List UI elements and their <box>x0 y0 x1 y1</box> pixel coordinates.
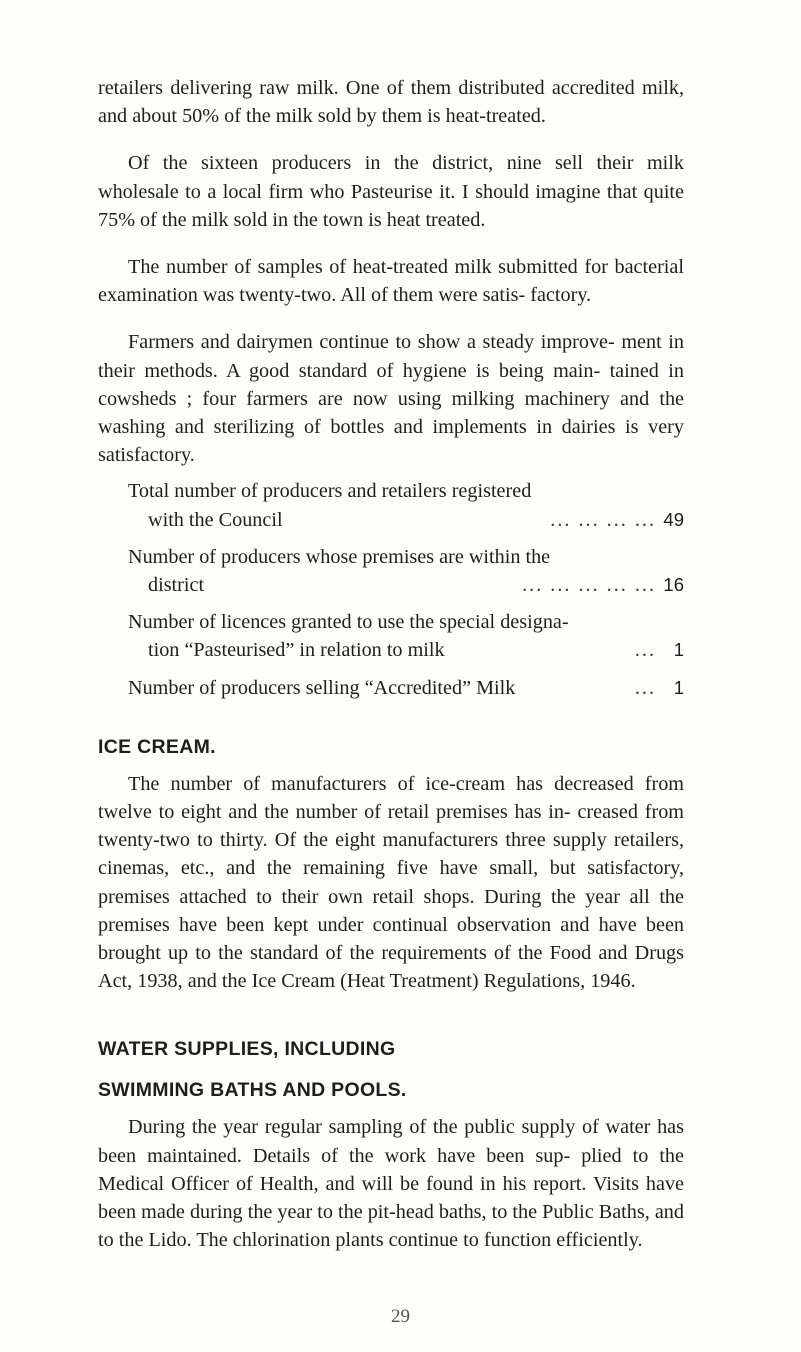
stat-total-registered <box>128 477 684 533</box>
stat-label-line2: district <box>148 574 205 597</box>
stat-pasteurised-licences <box>128 608 684 664</box>
stat-label-line1: Number of producers whose premises are within the <box>128 545 551 568</box>
stat-label-line2: tion “Pasteurised” in relation to milk <box>148 639 445 662</box>
stat-value: 49 <box>663 508 684 530</box>
ice-cream-paragraph: The number of manufacturers of ice-cream has decreased from twelve to eight and the number of retail premises has in- creased from twenty-two to thirty. Of the eight manufacturers three supply retailers, cinemas, etc., and the remaining five have small, but satisfactory, premises attached to their own retail shops. During the year all the premises have been kept under continual observation and have been brought up to the standard of the requirements of the Food and Drugs Act, 1938, and the Ice Cream (Heat Treatment) Regulations, 1946. <box>98 772 684 993</box>
milk-retailers-paragraph: retailers delivering raw milk. One of them distributed accredited milk, and about 50% of the milk sold by them is heat-treated. <box>98 77 684 128</box>
farmers-paragraph: Farmers and dairymen continue to show a steady improve- ment in their methods. A good standard of hygiene is being main- tained in cowsheds ; four farmers are now using milking machinery and the washing and sterilizing of bottles and implements in dairies is very satisfactory. <box>98 331 684 467</box>
producers-paragraph: Of the sixteen producers in the district, nine sell their milk wholesale to a local firm who Pasteurise it. I should imagine that quite 75% of the milk sold in the town is heat treated. <box>98 152 684 231</box>
spacer <box>98 309 684 328</box>
stat-label-line1: Total number of producers and retailers registered <box>128 480 532 503</box>
spacer <box>98 234 684 253</box>
water-supplies-heading-line2: SWIMMING BATHS AND POOLS. <box>98 1079 407 1102</box>
stat-value: 1 <box>673 676 684 698</box>
page-number: 29 <box>391 1306 410 1327</box>
leader-dots: ... <box>634 676 656 699</box>
ice-cream-heading: ICE CREAM. <box>98 735 216 758</box>
stat-accredited-producers <box>128 674 684 702</box>
stat-value: 16 <box>663 574 684 596</box>
stat-label-line2: Number of producers selling “Accredited” Milk <box>128 676 516 699</box>
spacer <box>98 130 684 149</box>
document-page <box>98 74 684 1255</box>
stat-label-line2: with the Council <box>148 508 283 531</box>
leader-dots: ... <box>634 639 656 662</box>
samples-paragraph: The number of samples of heat-treated milk submitted for bacterial examination was twenty-two. All of them were satis- factory. <box>98 256 684 307</box>
leader-dots: ... ... ... ... <box>550 508 656 531</box>
stat-producers-in-district <box>128 543 684 599</box>
water-supplies-heading-line1: WATER SUPPLIES, INCLUDING <box>98 1038 396 1061</box>
stat-value: 1 <box>673 639 684 661</box>
leader-dots: ... ... ... ... ... <box>522 574 656 597</box>
water-supplies-paragraph: During the year regular sampling of the public supply of water has been maintained. Details of the work have been sup- plied to the Medical Officer of Health, and will be found in his report. Visits have been made during the year to the pit-head baths, to the Public Baths, and to the Lido. The chlorination plants continue to function efficiently. <box>98 1116 684 1252</box>
stat-label-line1: Number of licences granted to use the special designa- <box>128 611 569 634</box>
milk-statistics-list <box>128 477 684 701</box>
